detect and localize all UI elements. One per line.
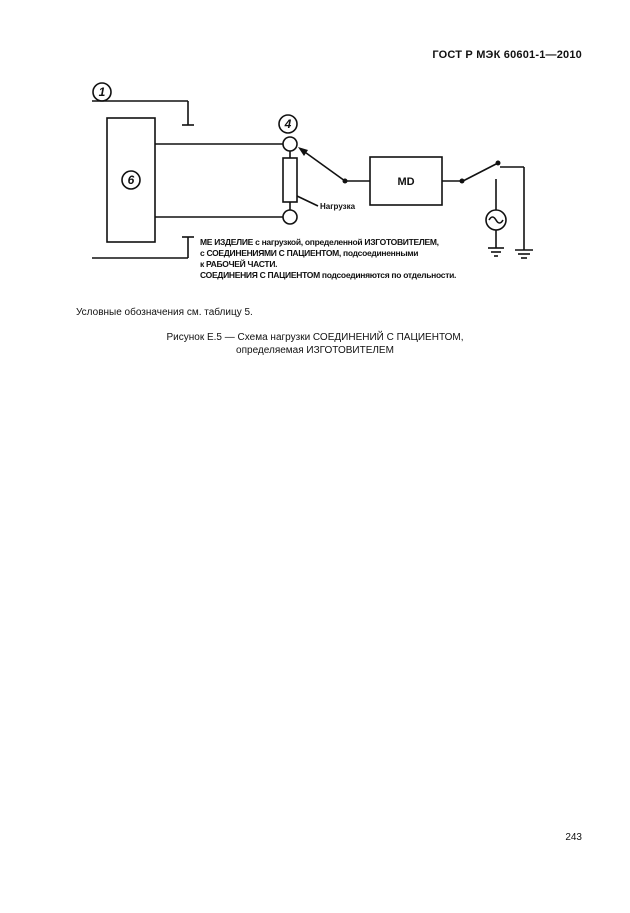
document-header: ГОСТ Р МЭК 60601-1—2010: [432, 49, 582, 61]
marker-6-label: 6: [127, 173, 135, 187]
terminal-top: [283, 137, 297, 151]
caption-line-2: определяемая ИЗГОТОВИТЕЛЕМ: [236, 345, 394, 356]
annotation-line-3: к РАБОЧЕЙ ЧАСТИ.: [200, 259, 278, 269]
load-resistor: [283, 158, 297, 202]
junction-dot: [496, 161, 501, 166]
terminal-bottom: [283, 210, 297, 224]
md-label: MD: [397, 176, 415, 188]
figure-caption: [0, 331, 630, 357]
arrow-head: [298, 147, 308, 156]
caption-line-1: Рисунок Е.5 — Схема нагрузки СОЕДИНЕНИЙ С ПАЦИЕНТОМ,: [166, 332, 464, 343]
circuit-diagram: [0, 0, 630, 300]
probe-wire: [302, 150, 345, 181]
marker-1-label: 1: [98, 85, 106, 99]
ground-symbol: [488, 248, 504, 256]
page-number: 243: [565, 832, 582, 843]
leader-line: [297, 196, 318, 206]
junction-dot: [460, 179, 465, 184]
load-label: Нагрузка: [320, 202, 356, 211]
annotation-line-1: МЕ ИЗДЕЛИЕ с нагрузкой, определенной ИЗГОТОВИТЕЛЕМ,: [200, 237, 439, 247]
annotation-line-2: с СОЕДИНЕНИЯМИ С ПАЦИЕНТОМ, подсоединенными: [200, 248, 419, 258]
sine-wave: [489, 217, 503, 223]
ground-symbol: [515, 250, 533, 258]
switch-lever: [463, 163, 498, 181]
legend-note: Условные обозначения см. таблицу 5.: [76, 307, 253, 318]
junction-dot: [343, 179, 348, 184]
annotation-line-4: СОЕДИНЕНИЯ С ПАЦИЕНТОМ подсоединяются по отдельности.: [200, 270, 457, 280]
marker-4-label: 4: [284, 117, 292, 131]
